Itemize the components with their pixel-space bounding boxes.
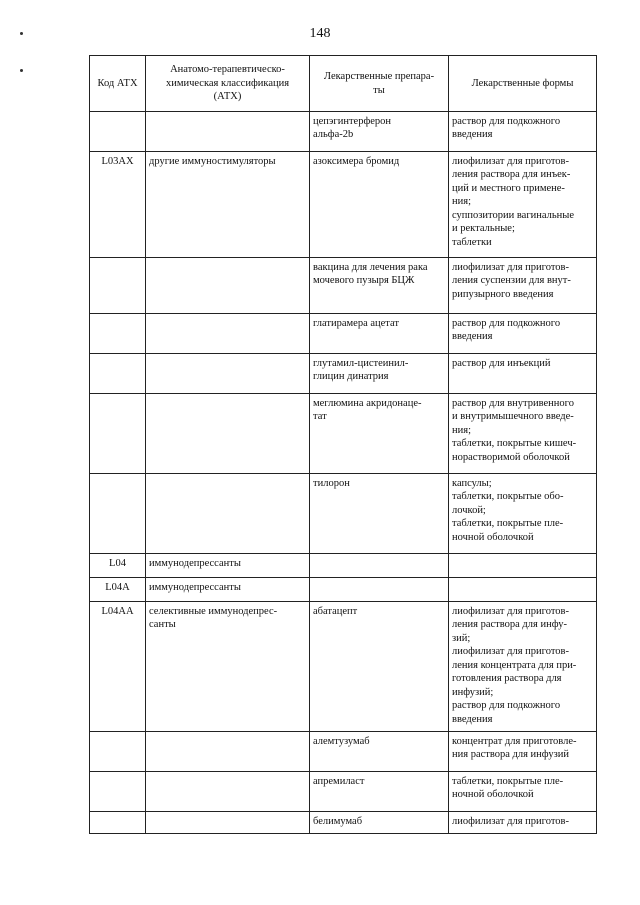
table-row xyxy=(90,112,597,152)
table-row xyxy=(90,732,597,772)
cell-code xyxy=(90,354,146,394)
table-row xyxy=(90,772,597,812)
cell-code xyxy=(90,314,146,354)
cell-forms xyxy=(449,578,597,602)
cell-forms: концентрат для приготовле- ния раствора для инфузий xyxy=(449,732,597,772)
table-row xyxy=(90,354,597,394)
cell-code xyxy=(90,812,146,834)
cell-drug: меглюмина акридонаце- тат xyxy=(310,394,449,474)
cell-drug: азоксимера бромид xyxy=(310,152,449,258)
scan-dot-2 xyxy=(20,69,23,72)
table-row xyxy=(90,474,597,554)
cell-forms: раствор для внутривенного и внутримышечного введе- ния; таблетки, покрытые кишеч- норастворимой оболочкой xyxy=(449,394,597,474)
cell-classification xyxy=(146,394,310,474)
cell-code xyxy=(90,772,146,812)
cell-forms: капсулы; таблетки, покрытые обо- лочкой; таблетки, покрытые пле- ночной оболочкой xyxy=(449,474,597,554)
cell-classification xyxy=(146,314,310,354)
cell-forms: лиофилизат для приготов- ления раствора для инфу- зий; лиофилизат для приготов- ления концентрата для при- готовления раствора для инфузий; раствор для подкожного введения xyxy=(449,602,597,732)
table-row xyxy=(90,578,597,602)
cell-forms: лиофилизат для приготов- ления суспензии для внут- рипузырного введения xyxy=(449,258,597,314)
cell-drug xyxy=(310,578,449,602)
cell-forms: раствор для инъекций xyxy=(449,354,597,394)
cell-forms: раствор для подкожного введения xyxy=(449,112,597,152)
atx-table xyxy=(89,55,597,834)
cell-code: L03AX xyxy=(90,152,146,258)
cell-code xyxy=(90,732,146,772)
cell-forms: раствор для подкожного введения xyxy=(449,314,597,354)
cell-drug: белимумаб xyxy=(310,812,449,834)
cell-code xyxy=(90,112,146,152)
cell-classification xyxy=(146,474,310,554)
table-header-row xyxy=(90,56,597,112)
cell-classification xyxy=(146,258,310,314)
cell-drug: вакцина для лечения рака мочевого пузыря БЦЖ xyxy=(310,258,449,314)
cell-code xyxy=(90,474,146,554)
cell-classification: другие иммуностимуляторы xyxy=(146,152,310,258)
cell-code xyxy=(90,394,146,474)
cell-classification: иммунодепрессанты xyxy=(146,554,310,578)
cell-forms: таблетки, покрытые пле- ночной оболочкой xyxy=(449,772,597,812)
table-row xyxy=(90,554,597,578)
cell-code: L04 xyxy=(90,554,146,578)
table-row xyxy=(90,314,597,354)
cell-forms: лиофилизат для приготов- xyxy=(449,812,597,834)
cell-classification: иммунодепрессанты xyxy=(146,578,310,602)
table-row xyxy=(90,602,597,732)
header-forms: Лекарственные формы xyxy=(449,56,597,112)
cell-classification xyxy=(146,732,310,772)
cell-classification xyxy=(146,112,310,152)
cell-forms: лиофилизат для приготов- ления раствора для инъек- ций и местного примене- ния; суппозитории вагинальные и ректальные; таблетки xyxy=(449,152,597,258)
table-row xyxy=(90,258,597,314)
cell-drug xyxy=(310,554,449,578)
cell-drug: алемтузумаб xyxy=(310,732,449,772)
table-row xyxy=(90,394,597,474)
header-code: Код АТХ xyxy=(90,56,146,112)
cell-drug: глатирамера ацетат xyxy=(310,314,449,354)
cell-code: L04A xyxy=(90,578,146,602)
header-drugs: Лекарственные препара- ты xyxy=(310,56,449,112)
cell-classification xyxy=(146,772,310,812)
cell-classification: селективные иммунодепрес- санты xyxy=(146,602,310,732)
cell-drug: глутамил-цистеинил- глицин динатрия xyxy=(310,354,449,394)
cell-code: L04AA xyxy=(90,602,146,732)
cell-forms xyxy=(449,554,597,578)
cell-classification xyxy=(146,354,310,394)
table-row xyxy=(90,152,597,258)
cell-drug: тилорон xyxy=(310,474,449,554)
header-classification: Анатомо-терапевтическо- химическая классификация (АТХ) xyxy=(146,56,310,112)
cell-drug: абатацепт xyxy=(310,602,449,732)
table-row xyxy=(90,812,597,834)
cell-drug: апремиласт xyxy=(310,772,449,812)
page-number: 148 xyxy=(309,26,331,41)
scan-dot-1 xyxy=(20,32,23,35)
cell-classification xyxy=(146,812,310,834)
cell-code xyxy=(90,258,146,314)
cell-drug: цепэгинтерферон альфа-2b xyxy=(310,112,449,152)
